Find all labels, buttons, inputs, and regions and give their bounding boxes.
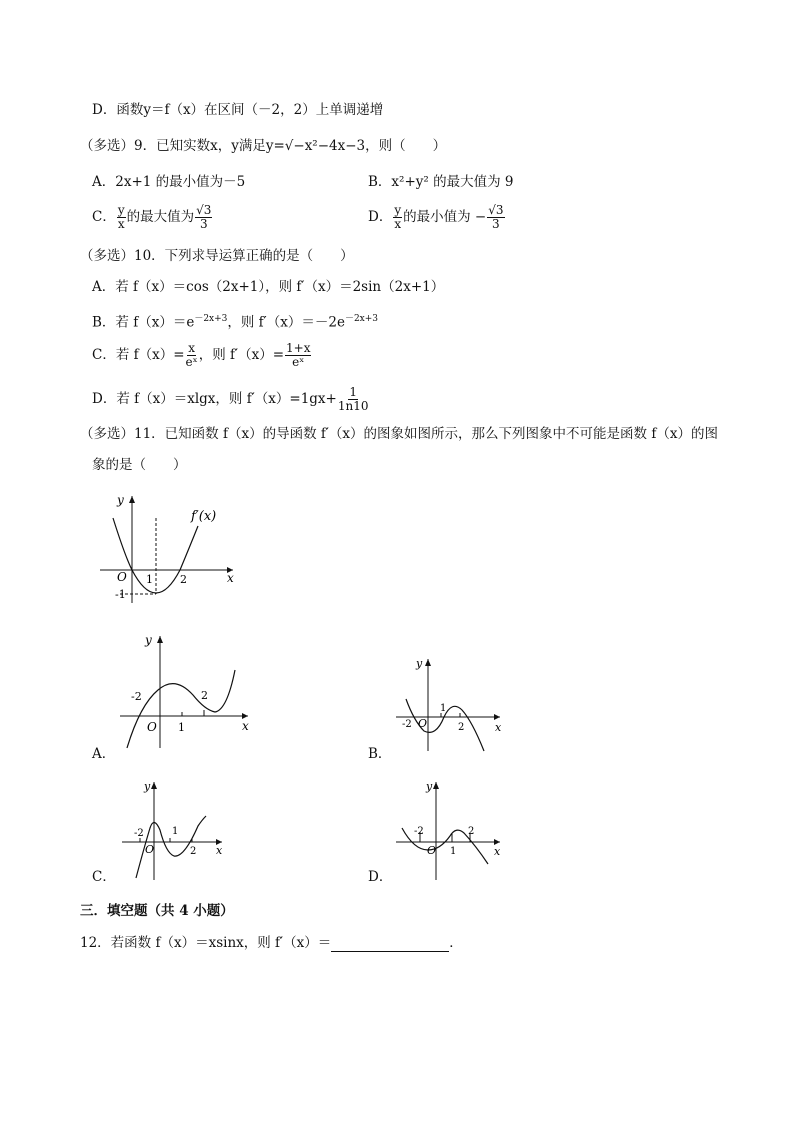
q9-c-label: C．	[92, 209, 116, 225]
q12-answer-blank[interactable]	[331, 937, 449, 952]
q10-d-pre: D．若 f（x）＝xlgx，则 f′（x）=1gx+	[92, 391, 337, 407]
option-a-label: A．	[92, 746, 116, 762]
x-axis-label: x	[216, 844, 223, 857]
q9-c-mid: 的最大值为	[126, 209, 195, 225]
q10-c-mid: ，则 f′（x）=	[198, 347, 285, 363]
frac-num: 1	[349, 385, 357, 399]
graph-c	[118, 778, 228, 887]
frac-num: √3	[488, 203, 504, 217]
frac-num: x	[188, 341, 196, 355]
frac-num: y	[394, 203, 402, 217]
graph-a	[115, 630, 255, 754]
q10-b-mid: ，则 f′（x）＝－2e	[227, 314, 345, 331]
origin-label: O	[147, 720, 157, 734]
q9-c-value	[195, 204, 212, 231]
tick-neg2: -2	[134, 828, 144, 839]
frac-den: 3	[492, 217, 500, 231]
q8-option-d: D．函数y＝f（x）在区间（－2，2）上单调递增	[92, 102, 384, 118]
q10-c-pre: C．若 f（x）=	[92, 347, 185, 363]
origin-label: O	[117, 570, 127, 584]
q10-b-exp1: －2x+3	[194, 314, 228, 324]
x-axis-label: x	[227, 571, 234, 585]
origin-label: O	[418, 717, 428, 730]
graph-c-svg	[118, 778, 228, 883]
x-axis-label: x	[495, 721, 502, 734]
graph-d-svg	[392, 778, 507, 883]
option-c-label: C．	[92, 869, 116, 885]
y-axis-label: y	[144, 780, 151, 793]
q9-d-label: D．	[368, 209, 393, 225]
q10-b-pre: B．若 f（x）＝e	[92, 314, 195, 331]
q12-end: ．	[449, 935, 463, 951]
q10-option-c	[92, 342, 312, 369]
derivative-graph-svg	[95, 488, 240, 606]
frac-num: √3	[196, 203, 212, 217]
tick-2: 2	[458, 722, 465, 733]
tick-1: 1	[440, 703, 447, 714]
frac-num: 1+x	[286, 341, 311, 355]
q9-stem	[80, 137, 446, 155]
frac-den: eˣ	[185, 355, 198, 369]
fprime-label: f′(x)	[191, 509, 217, 524]
q12	[80, 934, 463, 952]
origin-label: O	[427, 844, 437, 857]
q10-d-frac	[338, 386, 369, 413]
q10-stem: （多选）10．下列求导运算正确的是（ ）	[80, 248, 354, 264]
q9-option-c	[92, 204, 213, 231]
tick-neg1: -1	[115, 588, 126, 601]
q10-c-frac1	[186, 342, 198, 369]
frac-den: x	[117, 217, 125, 231]
frac-den: eˣ	[292, 355, 305, 369]
x-axis-label: x	[242, 719, 249, 733]
x-axis-label: x	[494, 845, 501, 858]
graph-a-svg	[115, 630, 255, 750]
option-d-label: D．	[368, 869, 393, 885]
tick-2: 2	[180, 573, 187, 586]
tick-1: 1	[172, 826, 179, 837]
tick-2: 2	[190, 846, 197, 857]
graph-b-svg	[392, 655, 507, 755]
graph-b	[392, 655, 507, 759]
q9-option-a: A．2x+1 的最小值为－5	[92, 174, 246, 190]
frac-num: y	[117, 203, 125, 217]
tick-neg2: -2	[131, 690, 142, 703]
q9-c-frac	[117, 204, 126, 231]
frac-den: 3	[199, 217, 208, 231]
section-fill-in-heading: 三．填空题（共 4 小题）	[80, 903, 234, 919]
y-axis-label: y	[416, 657, 423, 670]
q10-c-frac2	[285, 342, 311, 369]
q9-condition: y=√−x²−4x−3	[265, 138, 366, 154]
y-axis-label: y	[117, 493, 124, 507]
q9-option-b: B．x²+y² 的最大值为 9	[368, 174, 514, 190]
frac-den: x	[394, 217, 402, 231]
q9-stem-text: （多选）9．已知实数x，y满足	[80, 138, 266, 154]
q9-tail: ，则（ ）	[365, 138, 447, 154]
y-axis-label: y	[145, 633, 152, 647]
q9-d-value	[487, 204, 504, 231]
tick-1: 1	[178, 721, 185, 734]
q9-d-frac	[393, 204, 402, 231]
tick-2: 2	[468, 826, 475, 837]
q9-d-mid: 的最小值为 −	[403, 209, 487, 225]
q10-option-b	[92, 310, 378, 332]
frac-den: 1n10	[337, 399, 369, 413]
q10-b-exp2: －2x+3	[344, 314, 379, 324]
tick-2: 2	[201, 689, 208, 702]
tick-neg2: -2	[402, 719, 412, 730]
tick-1: 1	[146, 573, 153, 586]
origin-label: O	[145, 843, 155, 856]
q12-text: 12．若函数 f（x）＝xsinx，则 f′（x）＝	[80, 935, 332, 951]
graph-d	[392, 778, 507, 887]
q11-stem-line1: （多选）11．已知函数 f（x）的导函数 f′（x）的图象如图所示，那么下列图象中不可能是函数 f（x）的图	[80, 426, 718, 442]
y-axis-label: y	[426, 780, 433, 793]
q9-option-d	[368, 204, 506, 231]
derivative-graph	[95, 488, 240, 610]
tick-neg2: -2	[414, 826, 424, 837]
option-b-label: B．	[368, 746, 392, 762]
q10-option-d	[92, 386, 370, 413]
tick-1: 1	[450, 846, 457, 857]
q11-stem-line2: 象的是（ ）	[92, 457, 187, 473]
q10-option-a: A．若 f（x）＝cos（2x+1），则 f′（x）＝2sin（2x+1）	[92, 279, 445, 295]
